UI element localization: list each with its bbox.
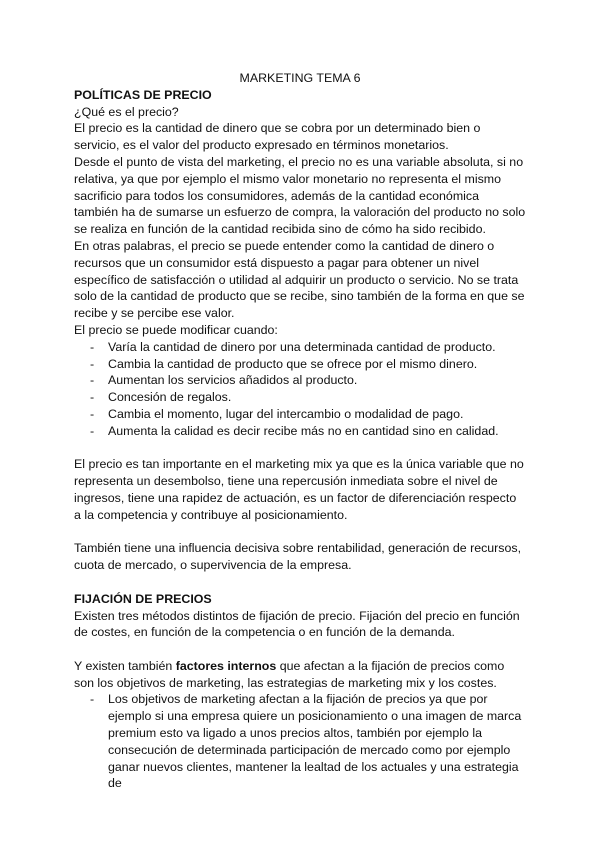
spacer <box>74 641 526 658</box>
spacer <box>74 440 526 457</box>
paragraph: En otras palabras, el precio se puede entender como la cantidad de dinero o recursos que un consumidor está dispuesto a pagar para obtener un nivel específico de satisfacción o utilidad al adquirir un producto o servicio. No se trata solo de la cantidad de producto que se recibe, sino también de la forma en que se recibe y se percibe ese valor. <box>74 238 525 321</box>
section-heading-pricing-policies: POLÍTICAS DE PRECIO <box>74 87 212 102</box>
paragraph-question: ¿Qué es el precio? <box>74 104 179 119</box>
paragraph: El precio es la cantidad de dinero que se cobra por un determinado bien o servicio, es el valor del producto expresado en términos monetarios. <box>74 121 481 153</box>
paragraph-internal-factors <box>74 658 526 692</box>
list-item: - Varía la cantidad de dinero por una determinada cantidad de producto. <box>108 339 526 356</box>
document-title: MARKETING TEMA 6 <box>239 71 361 85</box>
internal-factors-list <box>74 691 526 792</box>
text-run: que afectan a la fijación de precios como son los objetivos de marketing, las estrategias de marketing mix y los costes. <box>74 658 505 690</box>
list-item: - Cambia el momento, lugar del intercambio o modalidad de pago. <box>108 406 526 423</box>
list-item: - Aumenta la calidad es decir recibe más no en cantidad sino en calidad. <box>108 423 526 440</box>
section-heading-price-setting: FIJACIÓN DE PRECIOS <box>74 591 212 606</box>
spacer <box>74 524 526 541</box>
paragraph: También tiene una influencia decisiva sobre rentabilidad, generación de recursos, cuota de mercado, o supervivencia de la empresa. <box>74 541 522 573</box>
list-item: - Aumentan los servicios añadidos al producto. <box>108 372 526 389</box>
bold-text-internal-factors: factores internos <box>175 658 277 673</box>
spacer <box>74 574 526 591</box>
paragraph: El precio es tan importante en el marketing mix ya que es la única variable que no representa un desembolso, tiene una repercusión inmediata sobre el nivel de ingresos, tiene una rapidez de actuación, es un factor de diferenciación respecto a la competencia y contribuye al posicionamiento. <box>74 457 524 522</box>
text-run: Y existen también <box>74 658 176 673</box>
list-item: - Concesión de regalos. <box>108 389 526 406</box>
paragraph-list-intro: El precio se puede modificar cuando: <box>74 322 278 337</box>
price-change-list <box>74 339 526 440</box>
list-item: - Cambia la cantidad de producto que se ofrece por el mismo dinero. <box>108 356 526 373</box>
paragraph: Existen tres métodos distintos de fijación de precio. Fijación del precio en función de costes, en función de la competencia o en función de la demanda. <box>74 608 520 640</box>
paragraph: Desde el punto de vista del marketing, el precio no es una variable absoluta, si no relativa, ya que por ejemplo el mismo valor monetario no representa el mismo sacrificio para todos los consumidores, además de la cantidad económica también ha de sumarse un esfuerzo de compra, la valoración del producto no solo se realiza en función de la cantidad recibida sino de cómo ha sido recibido. <box>74 154 526 237</box>
list-item: - Los objetivos de marketing afectan a la fijación de precios ya que por ejemplo si una empresa quiere un posicionamiento o una imagen de marca premium esto va ligado a unos precios altos, también por ejemplo la consecución de determinada participación de mercado como por ejemplo ganar nuevos clientes, mantener la lealtad de los actuales y una estrategia de <box>108 691 526 792</box>
